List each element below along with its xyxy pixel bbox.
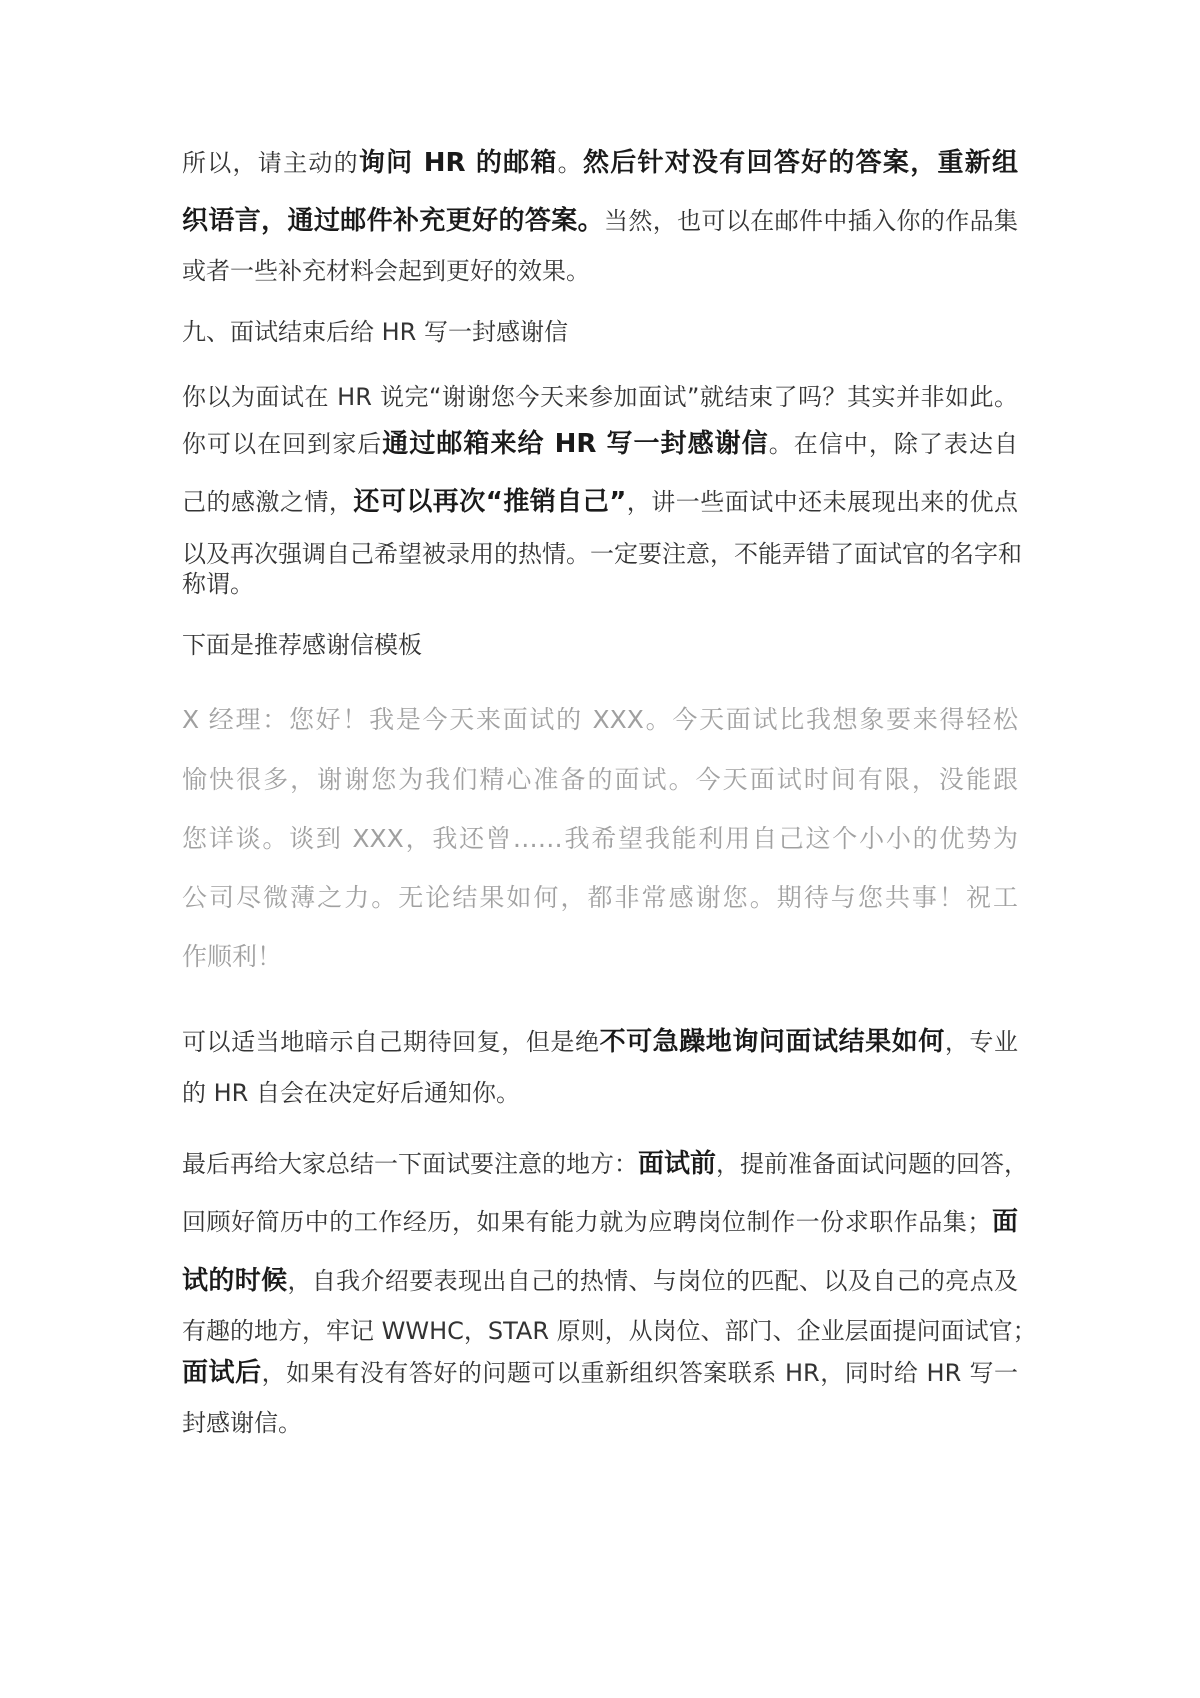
body-text: 回顾好简历中的工作经历，如果有能力就为应聘岗位制作一份求职作品集； [182,1208,992,1236]
paragraph-2-line-3 [182,485,1018,519]
body-text: 你可以在回到家后 [182,430,383,458]
letter-line-4: 公司尽微薄之力。无论结果如何，都非常感谢您。期待与您共事！祝工 [182,883,1018,912]
paragraph-2-line-5: 称谓。 [182,570,254,598]
summary-line-3 [182,1264,1018,1298]
paragraph-3-line-1 [182,1025,1018,1059]
body-text: 所以，请主动的 [182,149,359,177]
summary-line-1 [182,1147,1029,1181]
bold-text: 面试前 [638,1149,717,1179]
body-text: 。 [557,149,583,177]
body-text: 当然，也可以在邮件中插入你的作品集 [604,207,1018,235]
letter-line-2: 愉快很多，谢谢您为我们精心准备的面试。今天面试时间有限，没能跟 [182,765,1018,794]
bold-text: 试的时候 [182,1266,288,1296]
bold-text: 然后针对没有回答好的答案，重新组 [582,148,1019,178]
letter-line-3: 您详谈。谈到 XXX，我还曾……我希望我能利用自己这个小小的优势为 [182,824,1018,853]
letter-line-1: X 经理：您好！我是今天来面试的 XXX。今天面试比我想象要来得轻松 [182,705,1018,734]
body-text: 最后再给大家总结一下面试要注意的地方： [182,1150,638,1178]
paragraph-3-line-2: 的 HR 自会在决定好后通知你。 [182,1079,520,1107]
paragraph-1-line-1 [182,146,1018,180]
paragraph-2-line-2 [182,427,1018,461]
bold-text: 不可急躁地询问面试结果如何 [599,1027,945,1057]
summary-line-5 [182,1356,1018,1390]
body-text: 己的感激之情， [182,488,354,516]
bold-text: 通过邮箱来给 HR 写一封感谢信 [382,429,769,459]
body-text: 。在信中，除了表达自 [768,430,1019,458]
body-text: 可以适当地暗示自己期待回复，但是绝 [182,1028,600,1056]
bold-text: 织语言，通过邮件补充更好的答案。 [182,206,604,236]
paragraph-2-line-4: 以及再次强调自己希望被录用的热情。一定要注意，不能弄错了面试官的名字和 [182,540,1022,568]
bold-text: 询问 HR 的邮箱 [358,148,558,178]
body-text: ，专业 [944,1028,1018,1056]
paragraph-1-line-2 [182,204,1018,238]
body-text: ，讲一些面试中还未展现出来的优点 [626,488,1018,516]
summary-line-2 [182,1205,1018,1239]
bold-text: 面试后 [182,1358,262,1388]
summary-line-4: 有趣的地方，牢记 WWHC，STAR 原则，从岗位、部门、企业层面提问面试官； [182,1317,1037,1345]
bold-text: 还可以再次“推销自己” [353,487,627,517]
section-heading-9: 九、面试结束后给 HR 写一封感谢信 [182,318,568,346]
template-intro: 下面是推荐感谢信模板 [182,631,422,659]
body-text: ，提前准备面试问题的回答， [716,1150,1029,1178]
paragraph-2-line-1: 你以为面试在 HR 说完“谢谢您今天来参加面试”就结束了吗？其实并非如此。 [182,383,1018,411]
summary-line-6: 封感谢信。 [182,1409,302,1437]
paragraph-1-line-3: 或者一些补充材料会起到更好的效果。 [182,257,590,285]
bold-text: 面 [991,1207,1018,1237]
letter-line-5: 作顺利！ [182,942,283,971]
body-text: ，如果有没有答好的问题可以重新组织答案联系 HR，同时给 HR 写一 [261,1359,1018,1387]
body-text: ，自我介绍要表现出自己的热情、与岗位的匹配、以及自己的亮点及 [287,1267,1018,1295]
